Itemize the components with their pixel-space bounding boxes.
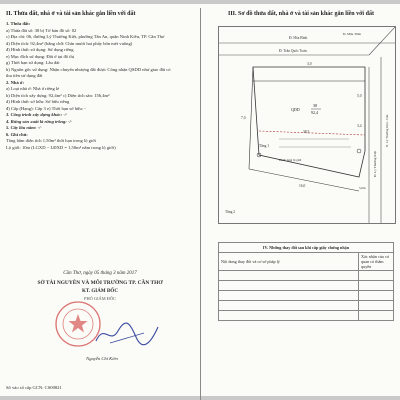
changes-col-confirm: Xác nhận của cơ quan có thẩm quyền	[359, 253, 394, 271]
info-line: a) Loại nhà ở: Nhà ở riêng lẻ	[6, 86, 60, 91]
tang-label: Tầng 2	[225, 210, 236, 214]
table-cell	[359, 291, 394, 301]
table-row	[219, 281, 394, 291]
plot-number: 38	[313, 103, 317, 108]
info-line: 3. Công trình xây dựng khác: -/-	[6, 112, 68, 117]
table-cell	[359, 311, 394, 321]
info-line: 1. Thửa đất:	[6, 21, 31, 26]
info-line: g) Thời hạn sử dụng: Lâu dài	[6, 60, 60, 65]
table-cell	[219, 281, 359, 291]
info-line: d) Hình thức sở hữu: Sở hữu riêng	[6, 99, 70, 104]
handwritten-signature	[92, 319, 162, 349]
street-label-3: Đ. Mậu Thân	[343, 32, 362, 36]
info-line: 5. Cây lâu năm: -/-	[6, 125, 42, 130]
info-line: thu tiền sử dụng đất	[6, 73, 43, 78]
plot-diagram-frame	[218, 26, 396, 224]
table-cell	[219, 271, 359, 281]
sign-date: Cần Thơ, ngày 05 tháng 3 năm 2017	[63, 271, 137, 276]
table-cell	[219, 291, 359, 301]
dimension-right-1: 5,0	[357, 94, 362, 98]
plot-diagram	[219, 27, 395, 223]
section-iii-heading: III. Sơ đồ thửa đất, nhà ở và tài sản khác gắn liền với đất	[228, 11, 374, 17]
info-line: b) Diện tích xây dựng: 92,4m² c) Diện tích sàn: 156,4m²	[6, 92, 110, 98]
street-label-4: Đ. Lý Thường Kiệt	[373, 150, 377, 177]
info-line: h) Nguồn gốc sử dụng: Nhận chuyển nhượng đất được Công nhận QSDD như giao đất có	[6, 66, 171, 72]
info-line: c) Địa chỉ: 06, đường Lý Thường Kiệt, phường Tân An, quận Ninh Kiều, TP. Cần Thơ	[6, 34, 165, 39]
table-cell	[359, 271, 394, 281]
signer-position: KT. GIÁM ĐỐC	[82, 289, 118, 294]
table-cell	[219, 301, 359, 311]
info-line: Lộ giới: 10m (LGXD − LĐXD = 1,50m² nằm trong lộ giới)	[6, 144, 116, 150]
table-row	[219, 291, 394, 301]
street-label-2: Đ. Trần Quốc Toản	[279, 49, 307, 53]
signer-name: Nguyễn Chí Kiên	[86, 356, 118, 361]
changes-table-title: IV. Những thay đổi sau khi cấp giấy chứng nhận	[219, 243, 394, 253]
dimension-top: 3,0	[307, 62, 312, 66]
dimension-edge: 5,0m	[359, 186, 366, 190]
table-cell	[359, 301, 394, 311]
table-cell	[359, 281, 394, 291]
table-row	[219, 311, 394, 321]
table-cell	[219, 311, 359, 321]
walkway-label: Hành lang lộ giới	[279, 158, 302, 162]
certificate-sheet	[0, 4, 400, 396]
info-line: đ) Hình thức sử dụng: Sử dụng riêng	[6, 47, 74, 52]
plot-area: 92,4	[311, 110, 318, 115]
info-line: 2. Nhà ở:	[6, 79, 24, 85]
info-line: 4. Rừng sản xuất là rừng trồng: -/-	[6, 118, 73, 124]
dimension-bottom: 16,0	[299, 184, 306, 188]
gcn-serial: Số vào sổ cấp GCN: CS00821	[6, 385, 62, 390]
street-label-1: Đ. Hòa Bình	[289, 36, 308, 40]
info-line: đ) Cấp (Hạng): Cấp 3 e) Thời hạn sở hữu: -	[6, 105, 86, 111]
plot-label: QDD	[291, 107, 300, 112]
info-line: d) Diện tích: 92,4m² (bằng chữ: Chín mươi hai phẩy bốn mét vuông)	[6, 40, 133, 46]
info-line: e) Mục đích sử dụng: Đất ở tại đô thị	[6, 53, 75, 59]
table-row	[219, 271, 394, 281]
dimension-right-2: 3,4	[357, 124, 362, 128]
dimension-left: 7,0	[241, 116, 246, 120]
dimension-middle: 38,5	[303, 130, 310, 134]
changes-table	[218, 242, 394, 321]
info-line: 6. Ghi chú:	[6, 131, 28, 137]
changes-col-content: Nội dung thay đổi và cơ sở pháp lý	[219, 253, 359, 271]
table-row	[219, 301, 394, 311]
house-label: Tầng 1	[259, 144, 270, 148]
info-line: a) Thửa đất số: 38 b) Tờ bản đồ số: 02	[6, 27, 77, 33]
page-divider	[200, 8, 201, 400]
info-line: Tầng hầm diện tích 1,50m² thời hạn trong lộ giới	[6, 138, 96, 143]
signer-subtitle: PHÓ GIÁM ĐỐC	[84, 296, 116, 301]
issuing-authority: SỞ TÀI NGUYÊN VÀ MÔI TRƯỜNG TP. CẦN THƠ	[37, 280, 163, 286]
section-ii-heading: II. Thửa đất, nhà ở và tài sản khác gắn liền với đất	[6, 11, 136, 17]
street-label-5: Đ. Lý Thường Kiệt - Cần	[385, 114, 389, 147]
